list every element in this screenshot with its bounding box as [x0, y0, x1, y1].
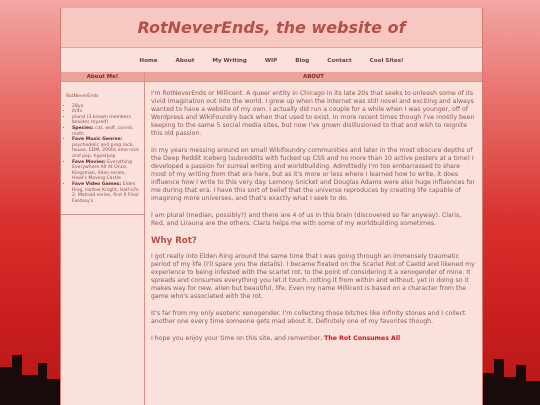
nav-contact[interactable]: Contact: [327, 58, 352, 64]
nav-my-writing[interactable]: My Writing: [212, 58, 247, 64]
list-item: • Fave Movies: Everything Everywhere All At Once, Kingsman, Alien series, Howl's Moving Castle: [72, 160, 139, 182]
list-item: • plural (3 known members besides myself): [72, 115, 139, 126]
about-paragraph: I got really into Elden Ring around the same time that I was going through an immensely traumatic period of my life (I'll spare you the details). I became fixated on the Scarlet Rot of Caelid and likened my experience to being infested with the scarlet rot, to the point of considering it a xenogender of mine. It spreads and consumes everything you let it touch, rotting it from within and without, yet in doing so it makes way for new, alien but beautiful, life. Even my name Millicent is based on a character from the game who's associated with the rot.: [151, 253, 475, 300]
about-paragraph: I'm RotNeverEnds or Millicent. A queer entity in Chicago in its late 20s that seeks to unleash some of its vivid imagination out into the world. I grew up when the internet was still novel and exciting and always wanted to have a website of my own. I actually did run a couple for a while when I was younger, off of Wordpress and WikiFoundry back when that used to exist. In more recent times though I've mostly been keeping to the same 5 social media sites, but now I've grown disillusioned to that and wish to reignite this old passion.: [151, 90, 475, 137]
tagline: The Rot Consumes All: [324, 335, 401, 342]
site-title: RotNeverEnds, the website of: [137, 18, 406, 37]
sidebar-heading: About Me!: [61, 72, 144, 82]
main-heading: ABOUT: [145, 72, 482, 82]
nav-cool-sites[interactable]: Cool Sites!: [369, 58, 404, 64]
nav-blog[interactable]: Blog: [295, 58, 310, 64]
list-item: • 28yo: [72, 104, 139, 110]
divider: [61, 214, 144, 215]
about-paragraph: In my years messing around on small Wikifoundry communities and later in the most obscure depths of the Deep Reddit Iceberg (subreddits with fucked up CSS and no more than 10 active posters at a time) I developed a passion for surreal writing and worldbuilding. Admittedly I'm too embarrassed to share most of my writing from that era here, but as it's more or less where I learned how to write, it does influence how I write to this very day. Lemony Snicket and Douglas Adams were also huge influences for me during that era. I have this sort of belief that the universe reproduces by creating life capable of imagining more universes, and that's exactly what I seek to do.: [151, 147, 475, 202]
about-paragraph: I am plural (median, possibly?) and there are 4 of us in this brain (discovered so far anyway). Claris, Red, and Lirauna are the others. Claris helps me with some of my worldbuilding sometimes.: [151, 212, 462, 227]
closing-paragraph: I hope you enjoy your time on this site, and remember, The Rot Consumes All: [151, 335, 401, 342]
sidebar: [61, 72, 145, 405]
page-container: [60, 8, 483, 405]
list-item: • Fave Music Genres: psychedelic and prog rock, house, EDM, 2000s emo rock and pop, hyperpop: [72, 137, 139, 159]
nav-wip[interactable]: WIP: [264, 58, 278, 64]
main-content: [145, 72, 482, 405]
nav-home[interactable]: Home: [139, 58, 158, 64]
list-item: • Fave Video Games: Elden Ring, Hollow Knight, Half-Life 2, Metroid series, first 6 Final Fantasy's: [72, 182, 139, 204]
list-item: • it/its: [72, 109, 139, 115]
about-paragraph: It's far from my only esoteric xenogender. I'm collecting those bitches like infinity stones and I collect another one every time someone gets mad about it. Definitely one of my favorites though.: [151, 310, 466, 325]
sidebar-name: RotNeverEnds: [66, 94, 99, 99]
section-heading: Why Rot?: [151, 236, 197, 246]
about-list: [66, 104, 139, 205]
nav-about[interactable]: About: [175, 58, 195, 64]
site-banner: [61, 8, 482, 48]
main-nav: [61, 50, 482, 72]
list-item: • Species: cat, wolf, corvid, moth: [72, 126, 139, 137]
